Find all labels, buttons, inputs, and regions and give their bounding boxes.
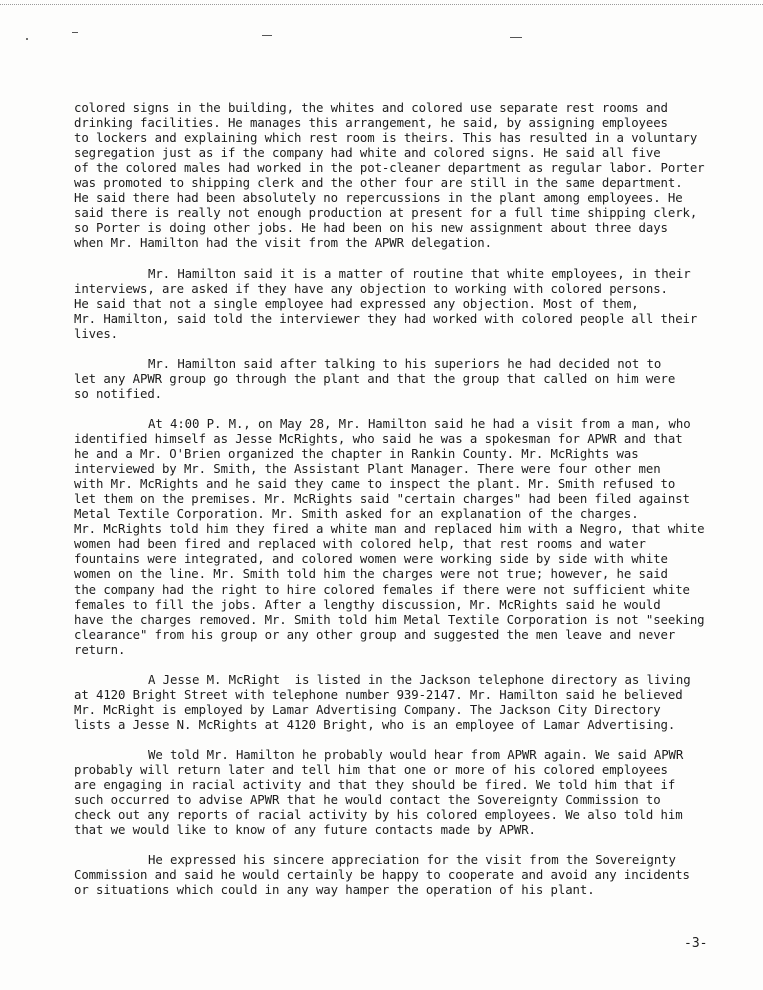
memo-line: fountains were integrated, and colored women were working side by side with white: [74, 552, 668, 567]
memo-paragraph: [74, 853, 734, 898]
memo-line: interviewed by Mr. Smith, the Assistant Plant Manager. There were four other men: [74, 462, 661, 477]
memo-line: of the colored males had worked in the pot-cleaner department as regular labor. Porter: [74, 161, 705, 176]
memo-line: Mr. McRight is employed by Lamar Advertising Company. The Jackson City Directory: [74, 702, 661, 717]
memo-line: check out any reports of racial activity by his colored employees. We also told him: [74, 808, 683, 823]
memo-body: [74, 101, 734, 914]
memo-line: females to fill the jobs. After a lengthy discussion, Mr. McRights said he would: [74, 597, 661, 612]
scan-speck: [72, 32, 78, 33]
memo-line: are engaging in racial activity and that they should be fired. We told him that if: [74, 778, 676, 793]
memo-line: He said there had been absolutely no repercussions in the plant among employees. He: [74, 191, 683, 206]
memo-line: so notified.: [74, 386, 162, 401]
memo-paragraph: [74, 673, 734, 733]
memo-line: lives.: [74, 326, 118, 341]
memo-paragraph: [74, 417, 734, 658]
memo-line: or situations which could in any way hamper the operation of his plant.: [74, 883, 595, 898]
memo-line: the company had the right to hire colored females if there were not sufficient white: [74, 582, 690, 597]
memo-line: let any APWR group go through the plant and that the group that called on him were: [74, 371, 676, 386]
memo-line: He said that not a single employee had expressed any objection. Most of them,: [74, 296, 639, 311]
memo-paragraph: [74, 101, 734, 251]
memo-paragraph: [74, 267, 734, 342]
memo-line: so Porter is doing other jobs. He had been on his new assignment about three days: [74, 221, 668, 236]
page-number: -3-: [684, 936, 708, 951]
memo-line: lists a Jesse N. McRights at 4120 Bright, who is an employee of Lamar Advertising.: [74, 717, 676, 732]
memo-line: Metal Textile Corporation. Mr. Smith asked for an explanation of the charges.: [74, 507, 639, 522]
memo-line: segregation just as if the company had white and colored signs. He said all five: [74, 146, 661, 161]
memo-line: return.: [74, 642, 126, 657]
scan-speck: [262, 35, 272, 36]
memo-line: with Mr. McRights and he said they came to inspect the plant. Mr. Smith refused to: [74, 477, 676, 492]
scan-top-edge: [0, 4, 763, 5]
memo-line: let them on the premises. Mr. McRights said "certain charges" had been filed against: [74, 492, 690, 507]
memo-line: He expressed his sincere appreciation for the visit from the Sovereignty: [148, 853, 676, 868]
memo-line: that we would like to know of any future contacts made by APWR.: [74, 823, 536, 838]
memo-line: Commission and said he would certainly be happy to cooperate and avoid any incidents: [74, 868, 690, 883]
memo-line: Mr. Hamilton said after talking to his superiors he had decided not to: [148, 356, 662, 371]
memo-line: was promoted to shipping clerk and the other four are still in the same department.: [74, 176, 683, 191]
memo-paragraph: [74, 748, 734, 838]
scan-speck: [26, 38, 28, 40]
memo-line: We told Mr. Hamilton he probably would hear from APWR again. We said APWR: [148, 748, 684, 763]
memo-line: he and a Mr. O'Brien organized the chapter in Rankin County. Mr. McRights was: [74, 447, 639, 462]
memo-line: clearance" from his group or any other group and suggested the men leave and never: [74, 627, 676, 642]
memo-line: interviews, are asked if they have any objection to working with colored persons.: [74, 281, 668, 296]
memo-line: at 4120 Bright Street with telephone number 939-2147. Mr. Hamilton said he believed: [74, 687, 683, 702]
memo-line: identified himself as Jesse McRights, who said he was a spokesman for APWR and that: [74, 432, 683, 447]
memo-line: Mr. Hamilton said it is a matter of routine that white employees, in their: [148, 266, 691, 281]
memo-line: said there is really not enough production at present for a full time shipping clerk,: [74, 206, 698, 221]
memo-line: colored signs in the building, the whites and colored use separate rest rooms and: [74, 101, 668, 115]
memo-line: Mr. Hamilton, said told the interviewer they had worked with colored people all their: [74, 311, 698, 326]
memo-line: such occurred to advise APWR that he would contact the Sovereignty Commission to: [74, 793, 661, 808]
scan-speck: [510, 37, 522, 38]
memo-line: women on the line. Mr. Smith told him the charges were not true; however, he said: [74, 567, 668, 582]
memo-line: to lockers and explaining which rest room is theirs. This has resulted in a voluntary: [74, 131, 698, 146]
memo-line: Mr. McRights told him they fired a white man and replaced him with a Negro, that white: [74, 522, 705, 537]
memo-line: At 4:00 P. M., on May 28, Mr. Hamilton said he had a visit from a man, who: [148, 416, 691, 431]
memo-line: probably will return later and tell him that one or more of his colored employees: [74, 763, 668, 778]
memo-line: A Jesse M. McRight is listed in the Jackson telephone directory as living: [148, 672, 691, 687]
memo-paragraph: [74, 357, 734, 402]
memo-line: have the charges removed. Mr. Smith told him Metal Textile Corporation is not "seeking: [74, 612, 705, 627]
memo-line: when Mr. Hamilton had the visit from the APWR delegation.: [74, 236, 492, 251]
memo-line: women had been fired and replaced with colored help, that rest rooms and water: [74, 537, 646, 552]
memo-line: drinking facilities. He manages this arrangement, he said, by assigning employees: [74, 116, 668, 131]
